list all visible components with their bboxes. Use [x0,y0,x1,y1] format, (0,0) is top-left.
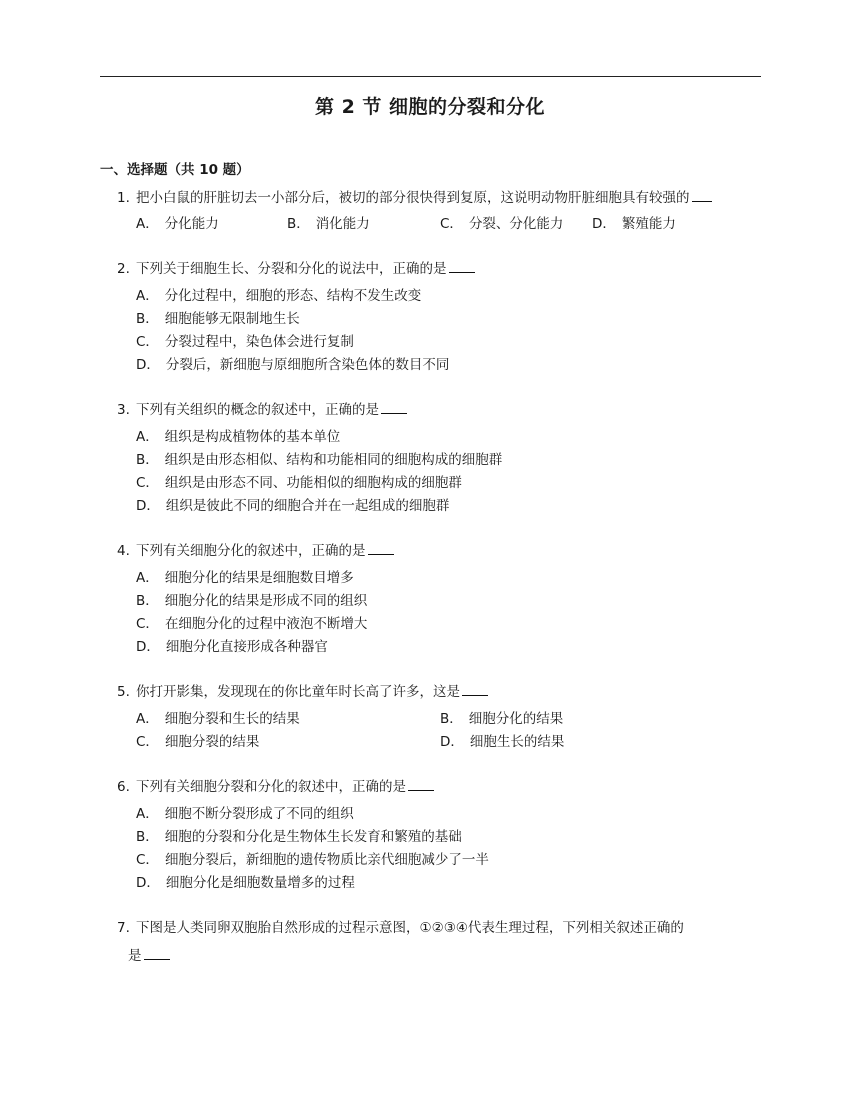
option-d: D． 细胞生长的结果 [440,734,565,750]
option-a: A． 细胞分化的结果是细胞数目增多 [136,570,354,586]
question-stem: 下图是人类同卵双胞胎自然形成的过程示意图，①②③④代表生理过程，下列相关叙述正确的 [136,920,684,936]
question-6 [117,778,767,796]
question-stem-continued: 是 [128,948,142,964]
question-number: 3. [117,402,130,418]
option-d: D． 细胞分化直接形成各种器官 [136,639,328,655]
question-number: 2. [117,261,130,277]
question-stem: 下列关于细胞生长、分裂和分化的说法中，正确的是 [136,261,447,277]
option-b: B． 细胞分化的结果 [440,711,564,727]
top-divider [100,76,761,77]
option-b: B． 细胞能够无限制地生长 [136,311,300,327]
option-a: A． 分化过程中，细胞的形态、结构不发生改变 [136,288,422,304]
question-stem: 下列有关细胞分裂和分化的叙述中，正确的是 [136,779,406,795]
question-3 [117,401,767,419]
option-c: C． 在细胞分化的过程中液泡不断增大 [136,616,368,632]
answer-blank [381,401,407,414]
question-stem: 下列有关组织的概念的叙述中，正确的是 [136,402,379,418]
question-stem: 把小白鼠的肝脏切去一小部分后，被切的部分很快得到复原，这说明动物肝脏细胞具有较强的 [136,190,690,206]
question-number: 1. [117,190,130,206]
option-d: D． 组织是彼此不同的细胞合并在一起组成的细胞群 [136,498,450,514]
question-1 [117,189,767,207]
option-a: A． 细胞不断分裂形成了不同的组织 [136,806,354,822]
option-c: C． 分裂、分化能力 [440,216,564,232]
question-number: 7. [117,920,130,936]
option-d: D． 分裂后，新细胞与原细胞所含染色体的数目不同 [136,357,450,373]
question-2 [117,260,767,278]
option-c: C． 组织是由形态不同、功能相似的细胞构成的细胞群 [136,475,462,491]
option-d: D． 繁殖能力 [592,216,676,232]
answer-blank [144,947,170,960]
answer-blank [462,683,488,696]
question-7-continuation [128,944,170,964]
option-b: B． 细胞分化的结果是形成不同的组织 [136,593,368,609]
answer-blank [692,189,712,202]
question-stem: 你打开影集，发现现在的你比童年时长高了许多，这是 [136,684,460,700]
option-c: C． 分裂过程中，染色体会进行复制 [136,334,354,350]
option-b: B． 细胞的分裂和分化是生物体生长发育和繁殖的基础 [136,829,462,845]
question-7 [117,919,767,937]
question-4 [117,542,767,560]
question-number: 4. [117,543,130,559]
question-5 [117,683,767,701]
option-a: A． 细胞分裂和生长的结果 [136,711,300,727]
option-a: A． 分化能力 [136,216,219,232]
question-number: 6. [117,779,130,795]
answer-blank [408,778,434,791]
answer-blank [449,260,475,273]
option-b: B． 组织是由形态相似、结构和功能相同的细胞构成的细胞群 [136,452,503,468]
answer-blank [368,542,394,555]
option-a: A． 组织是构成植物体的基本单位 [136,429,341,445]
option-c: C． 细胞分裂后，新细胞的遗传物质比亲代细胞减少了一半 [136,852,489,868]
question-stem: 下列有关细胞分化的叙述中，正确的是 [136,543,366,559]
option-c: C． 细胞分裂的结果 [136,734,260,750]
option-d: D． 细胞分化是细胞数量增多的过程 [136,875,355,891]
option-b: B． 消化能力 [287,216,370,232]
page-title: 第 2 节 细胞的分裂和分化 [314,96,546,118]
question-number: 5. [117,684,130,700]
section-heading: 一、选择题（共 10 题） [100,162,250,178]
